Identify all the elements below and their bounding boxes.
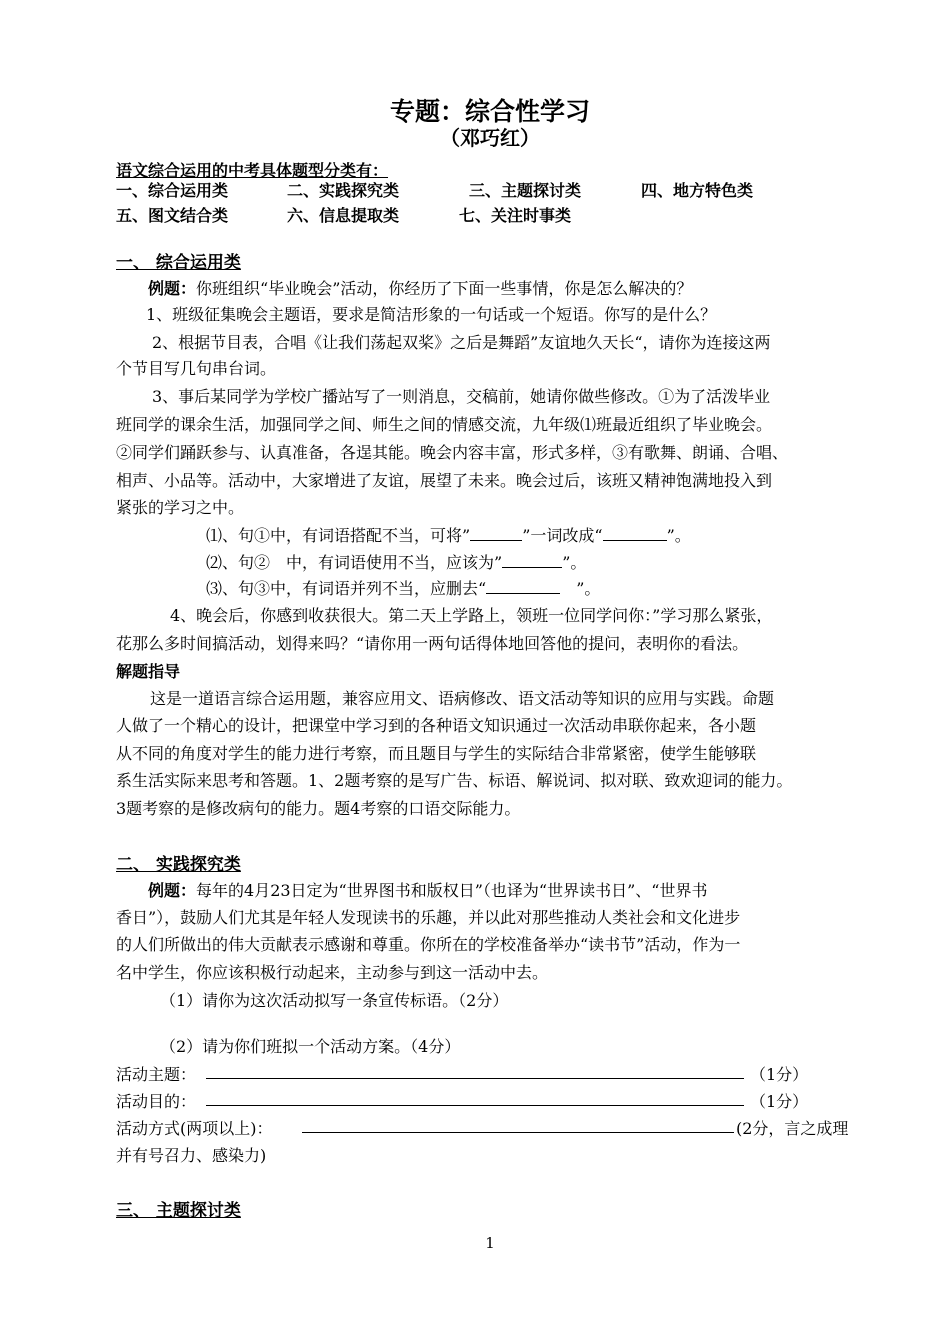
example-label: 例题： — [148, 279, 197, 298]
page-title: 专题：综合性学习 — [389, 97, 590, 126]
example-label: 例题： — [148, 881, 197, 900]
paragraph-line: 3题考察的是修改病句的能力。题4考察的口语交际能力。 — [116, 799, 521, 818]
question: 1、班级征集晚会主题语，要求是简洁形象的一句话或一个短语。你写的是什么？ — [146, 305, 717, 324]
answer-blank[interactable] — [502, 553, 562, 568]
sub-question: ⑵、句② 中，有词语使用不当，应该为” ”。 — [206, 553, 587, 572]
question: 个节目写几句串台词。 — [116, 359, 277, 378]
paragraph-line: 系生活实际来思考和答题。1、2题考察的是写广告、标语、解说词、拟对联、致欢迎词的能力。 — [116, 771, 793, 790]
paragraph-line: 紧张的学习之中。 — [116, 498, 245, 517]
category-item: 七、关注时事类 — [459, 206, 572, 225]
score-note: （1分） — [750, 1092, 809, 1111]
question: 4、晚会后，你感到收获很大。第二天上学路上，领班一位同学问你：”学习那么紧张， — [170, 606, 773, 625]
category-item: 三、主题探讨类 — [469, 181, 582, 200]
form-label: 活动主题： — [116, 1065, 197, 1084]
section-heading: 二、 实践探究类 — [116, 855, 241, 875]
category-item: 五、图文结合类 — [116, 206, 229, 225]
theme-input-line[interactable] — [206, 1078, 744, 1079]
category-item: 六、信息提取类 — [287, 206, 400, 225]
paragraph-line: 3、事后某同学为学校广播站写了一则消息，交稿前，她请你做些修改。①为了活泼毕业 — [152, 387, 771, 406]
category-intro: 语文综合运用的中考具体题型分类有： — [116, 161, 389, 180]
score-note: (2分，言之成理 — [736, 1119, 849, 1138]
answer-blank[interactable] — [603, 526, 667, 541]
score-note: （1分） — [750, 1065, 809, 1084]
category-item: 一、综合运用类 — [116, 181, 229, 200]
paragraph-line: 人做了一个精心的设计，把课堂中学习到的各种语文知识通过一次活动串联你起来，各小题 — [116, 716, 757, 735]
category-item: 四、地方特色类 — [641, 181, 754, 200]
form-label: 活动目的： — [116, 1092, 197, 1111]
section-heading: 一、 综合运用类 — [116, 253, 241, 273]
category-item: 二、实践探究类 — [287, 181, 400, 200]
page-number: 1 — [485, 1234, 495, 1252]
paragraph-line: 从不同的角度对学生的能力进行考察，而且题目与学生的实际结合非常紧密，使学生能够联 — [116, 744, 757, 763]
author: （邓巧红） — [440, 126, 540, 150]
answer-blank[interactable] — [470, 526, 522, 541]
example-line: 例题：每年的4月23日定为“世界图书和版权日”（也译为“世界读书日”、“世界书 — [148, 881, 708, 900]
guide-heading: 解题指导 — [116, 662, 181, 681]
question: （1）请你为这次活动拟写一条宣传标语。（2分） — [160, 991, 509, 1010]
paragraph-line: 班同学的课余生活，加强同学之间、师生之间的情感交流，九年级⑴班最近组织了毕业晚会。 — [116, 415, 773, 434]
form-label: 活动方式(两项以上)： — [116, 1119, 273, 1138]
paragraph-line: 名中学生，你应该积极行动起来，主动参与到这一活动中去。 — [116, 963, 549, 982]
question: 2、根据节目表，合唱《让我们荡起双桨》之后是舞蹈”友谊地久天长“，请你为连接这两 — [152, 333, 771, 352]
paragraph-line: 相声、小品等。活动中，大家增进了友谊，展望了未来。晚会过后，该班又精神饱满地投入到 — [116, 471, 773, 490]
example-line: 例题：你班组织“毕业晚会”活动，你经历了下面一些事情，你是怎么解决的？ — [148, 279, 693, 298]
answer-blank[interactable] — [486, 579, 560, 594]
paragraph-line: 香日”），鼓励人们尤其是年轻人发现读书的乐趣，并以此对那些推动人类社会和文化进步 — [116, 908, 741, 927]
paragraph-line: ②同学们踊跃参与、认真准备，各逞其能。晚会内容丰富，形式多样，③有歌舞、朗诵、合唱、 — [116, 443, 789, 462]
purpose-input-line[interactable] — [206, 1105, 744, 1106]
sub-question: ⑶、句③中，有词语并列不当，应删去“ ”。 — [206, 579, 601, 598]
paragraph-line: 这是一道语言综合运用题，兼容应用文、语病修改、语文活动等知识的应用与实践。命题 — [150, 689, 775, 708]
method-input-line[interactable] — [302, 1132, 734, 1133]
question: 花那么多时间搞活动，划得来吗？“请你用一两句话得体地回答他的提问，表明你的看法。 — [116, 634, 749, 653]
question: （2）请为你们班拟一个活动方案。（4分） — [160, 1037, 461, 1056]
sub-question: ⑴、句①中，有词语搭配不当，可将” ”一词改成“ ”。 — [206, 526, 691, 545]
paragraph-line: 的人们所做出的伟大贡献表示感谢和尊重。你所在的学校准备举办“读书节”活动，作为一 — [116, 935, 741, 954]
score-note: 并有号召力、感染力) — [116, 1146, 267, 1165]
section-heading: 三、 主题探讨类 — [116, 1201, 241, 1221]
